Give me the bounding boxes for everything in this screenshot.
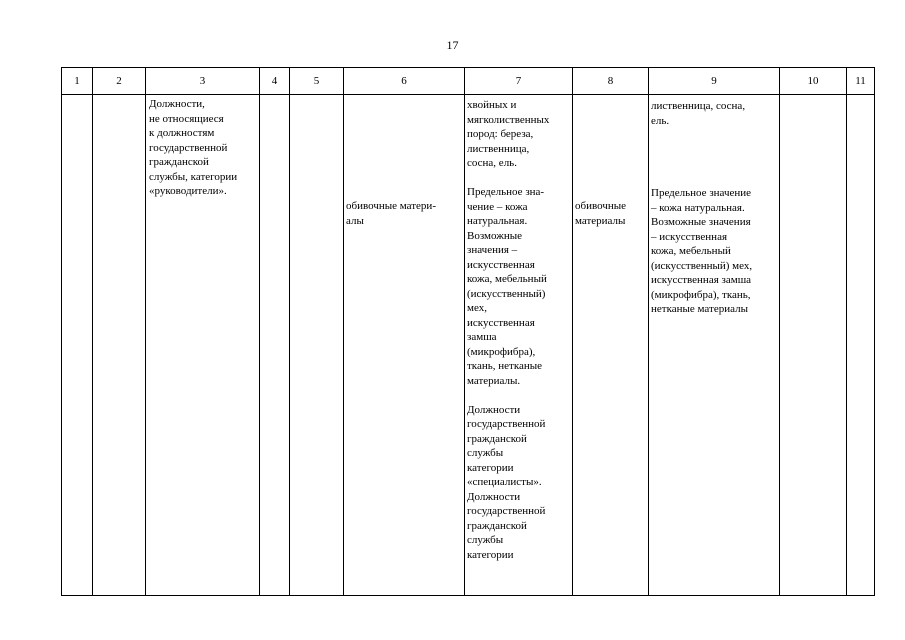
column-header-10: 10 [780,68,847,95]
table-cell-7 [465,95,573,596]
column-header-6: 6 [344,68,465,95]
characteristic-value-text: хвойных и мягколиственных пород: береза, лиственница, сосна, ель. Предельное зна- чение – кожа натуральная. Возможные значения – искусственная кожа, мебельный (искусственный) мех, искусственная замша (микрофибра), ткань, нетканые материалы. Должности государственной гражданской службы категории «специалисты». Должности государственной гражданской службы категории [467,99,550,561]
column-header-3: 3 [146,68,260,95]
table-cell-5 [290,95,344,596]
column-header-7: 7 [465,68,573,95]
column-header-1: 1 [62,68,93,95]
table-cell-8 [573,95,649,596]
column-header-2: 2 [93,68,146,95]
table-cell-6 [344,95,465,596]
table-cell-3 [146,95,260,596]
table-cell-1 [62,95,93,596]
table-cell-9 [649,95,780,596]
characteristic-name-text: обивочные матери- алы [346,200,436,227]
column-header-8: 8 [573,68,649,95]
column-header-5: 5 [290,68,344,95]
table-cell-10 [780,95,847,596]
column-header-11: 11 [847,68,875,95]
characteristic-value-text-2: лиственница, сосна, ель. Предельное значение – кожа натуральная. Возможные значения – искусственная кожа, мебельный (искусственный) мех, искусственная замша (микрофибра), ткань, нетканые материалы [651,100,753,315]
table-cell-11 [847,95,875,596]
requirements-table [61,67,875,596]
position-category-text: Должности, не относящиеся к должностям государственной гражданской службы, категории «руководители». [149,98,238,197]
column-header-4: 4 [260,68,290,95]
header-row [62,68,875,95]
table-cell-4 [260,95,290,596]
column-header-9: 9 [649,68,780,95]
page-number: 17 [446,38,459,52]
characteristic-name-text-2: обивочные материалы [575,200,627,227]
table-row [62,95,875,596]
table-cell-2 [93,95,146,596]
